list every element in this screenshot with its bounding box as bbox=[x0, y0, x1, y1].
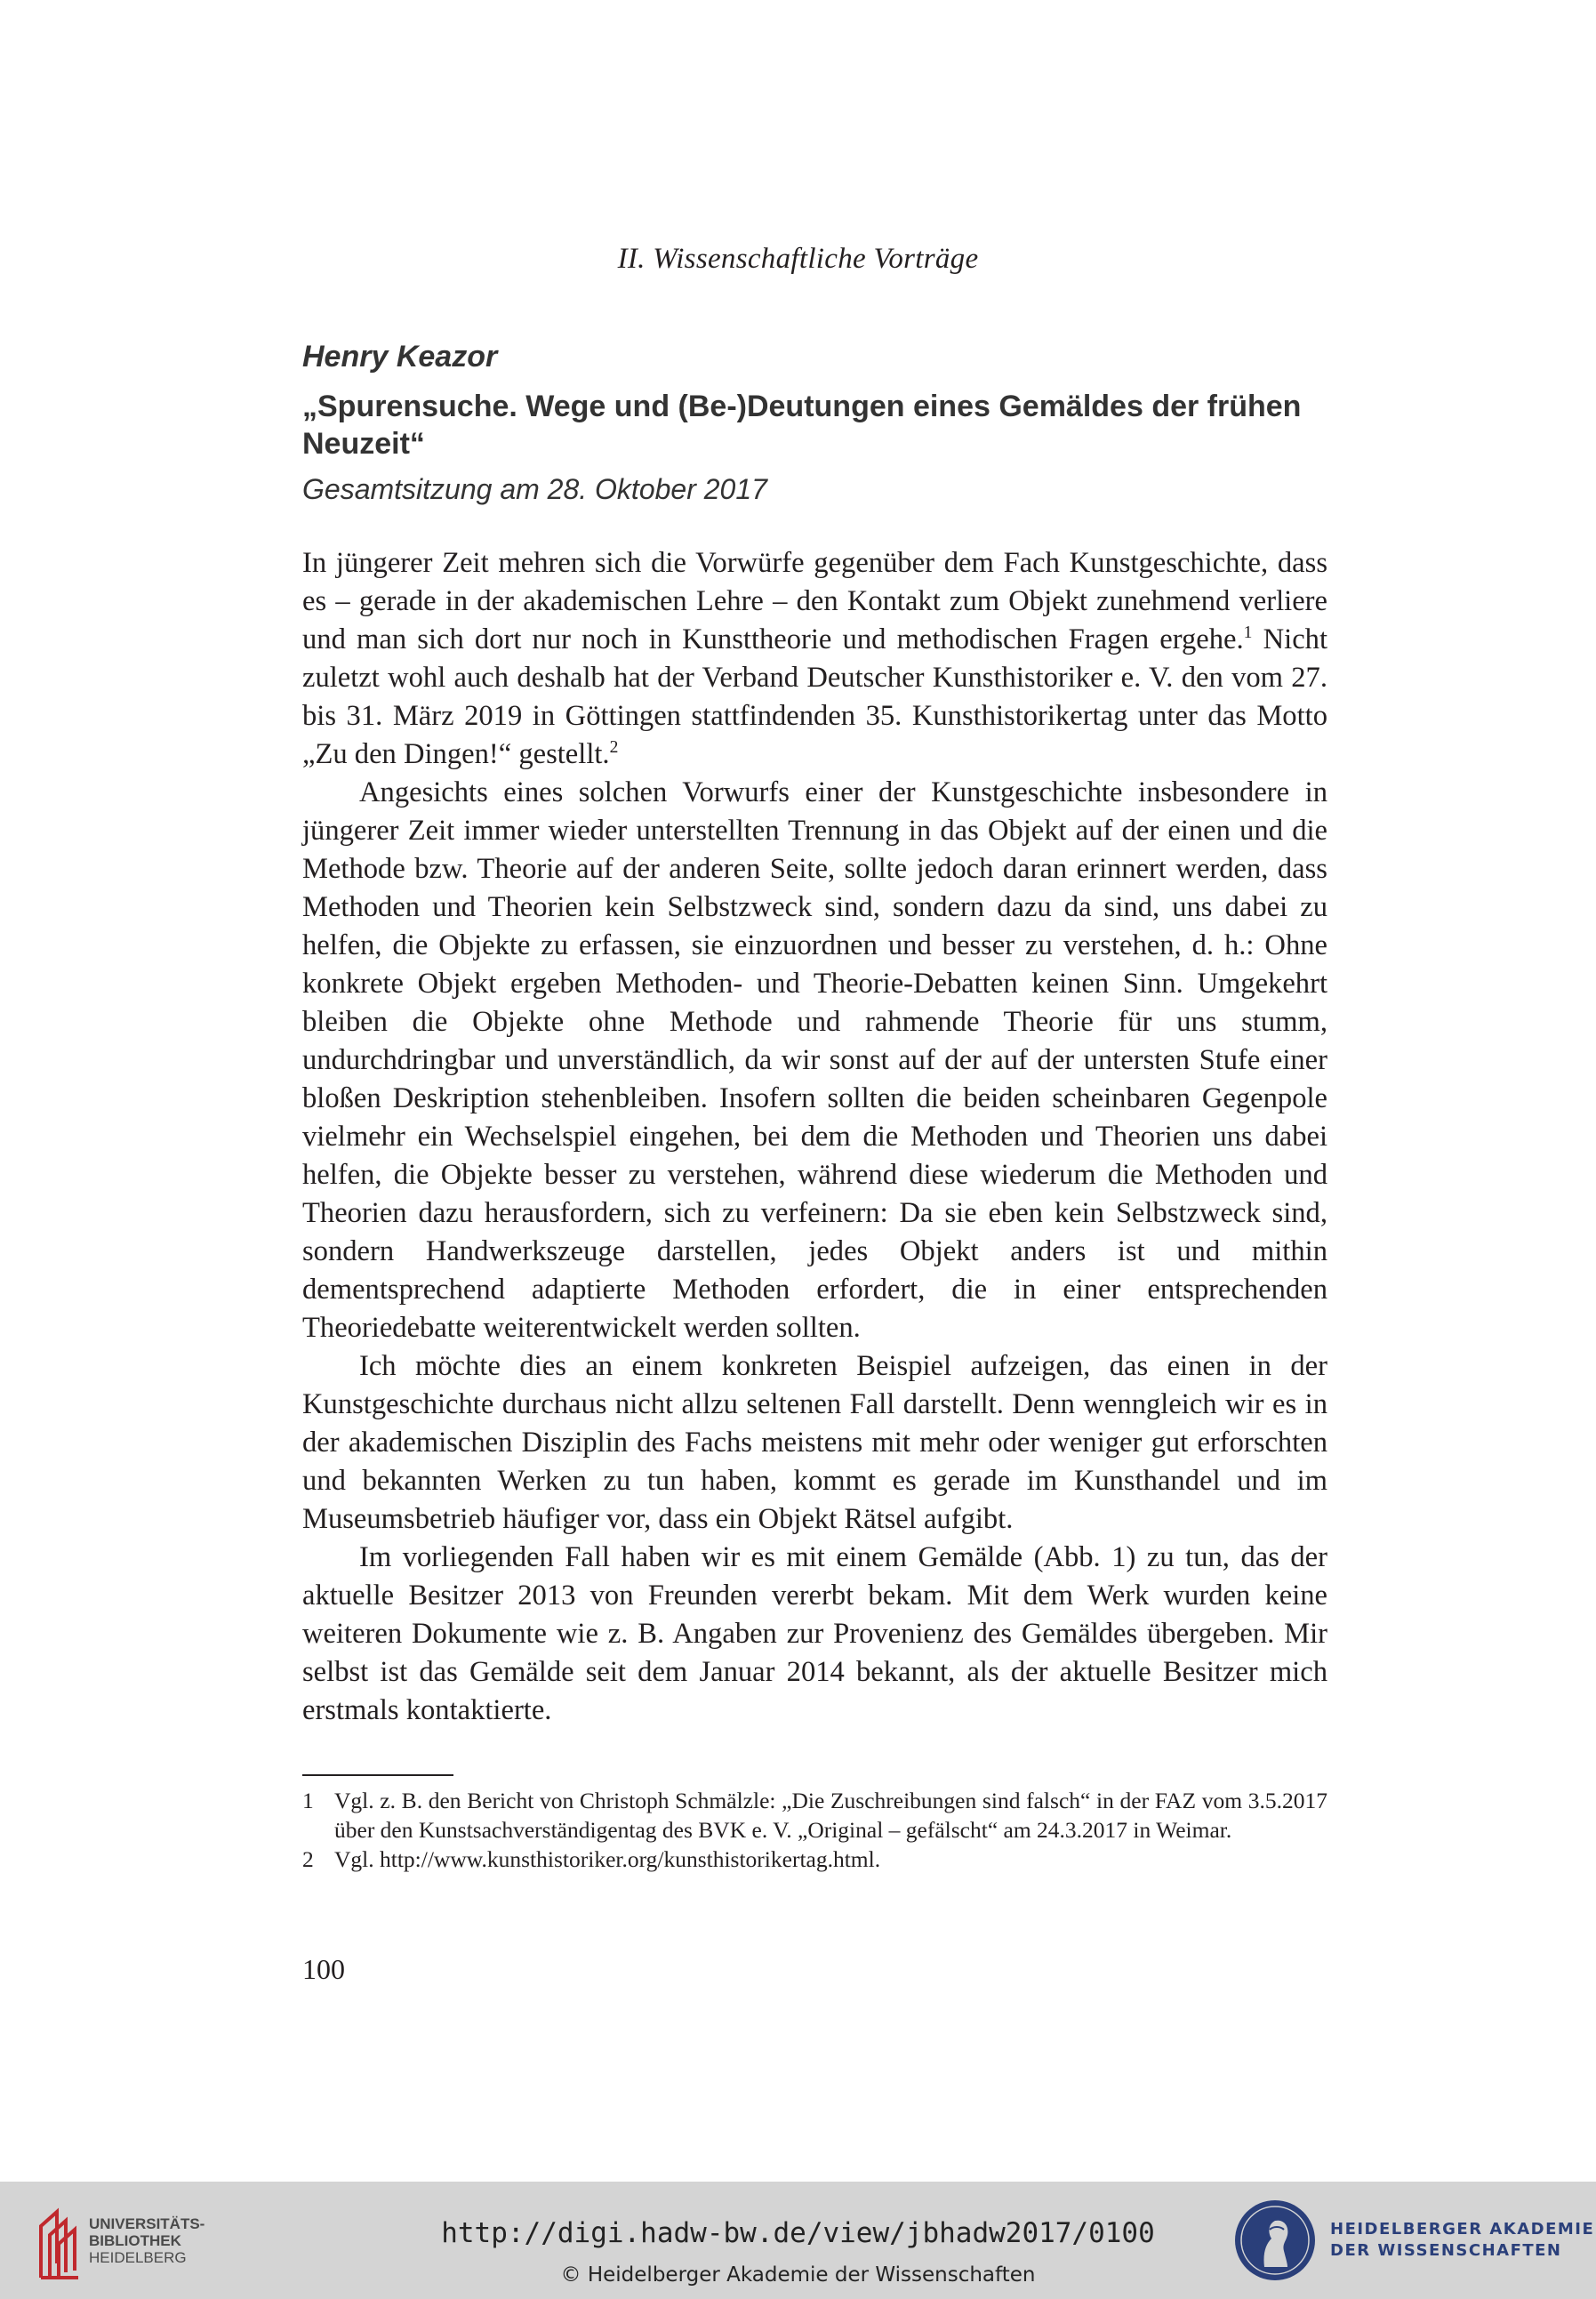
paragraph-1 bbox=[302, 544, 1327, 774]
paragraph-1-part-b: Nicht zuletzt wohl auch deshalb hat der Verband Deutscher Kunsthistoriker e. V. den vom 27. bis 31. März 2019 in Göttingen stattfindenden 35. Kunsthistorikertag unter das Motto „Zu den Dingen!“ gestellt. bbox=[302, 623, 1327, 770]
academy-line-2: DER WISSENSCHAFTEN bbox=[1330, 2241, 1562, 2260]
article-author: Henry Keazor bbox=[302, 340, 498, 374]
footnote-text: Vgl. z. B. den Bericht von Christoph Schmälzle: „Die Zuschreibungen sind falsch“ in der FAZ vom 3.5.2017 über den Kunstsachverständigentag des BVK e. V. „Original – gefälscht“ am 24.3.2017 in Weimar. bbox=[334, 1788, 1327, 1843]
footnotes bbox=[302, 1786, 1327, 1874]
academy-seal-icon[interactable] bbox=[1232, 2198, 1318, 2283]
ub-line-1: UNIVERSITÄTS- bbox=[89, 2215, 205, 2232]
footer-banner bbox=[0, 2182, 1596, 2299]
footnote-number: 2 bbox=[302, 1846, 314, 1872]
ub-line-3: HEIDELBERG bbox=[89, 2249, 187, 2266]
footnote-ref-1[interactable]: 1 bbox=[1243, 623, 1253, 643]
footnote-2 bbox=[302, 1845, 1327, 1874]
footnote-divider bbox=[302, 1774, 453, 1776]
footnote-number: 1 bbox=[302, 1788, 314, 1813]
paragraph-4: Im vorliegenden Fall haben wir es mit einem Gemälde (Abb. 1) zu tun, das der aktuelle Besitzer 2013 von Freunden vererbt bekam. Mit dem Werk wurden keine weiteren Dokumente wie z. B. Angaben zur Provenienz des Gemäldes übergeben. Mir selbst ist das Gemälde seit dem Januar 2014 bekannt, als der aktuelle Besitzer mich erstmals kontaktierte. bbox=[302, 1541, 1327, 1726]
footnote-1 bbox=[302, 1786, 1327, 1845]
article-body bbox=[302, 544, 1327, 1730]
document-url-link[interactable]: http://digi.hadw-bw.de/view/jbhadw2017/0100 bbox=[441, 2217, 1155, 2249]
article-session: Gesamtsitzung am 28. Oktober 2017 bbox=[302, 473, 767, 505]
running-head: II. Wissenschaftliche Vorträge bbox=[617, 243, 979, 275]
academy-name bbox=[1330, 2219, 1594, 2262]
ub-line-2: BIBLIOTHEK bbox=[89, 2232, 181, 2249]
paragraph-2: Angesichts eines solchen Vorwurfs einer der Kunstgeschichte insbesondere in jüngerer Zeit immer wieder unterstellten Trennung in das Objekt auf der einen und die Methode bzw. Theorie auf der anderen Seite, sollte jedoch daran erinnert werden, dass Methoden und Theorien kein Selbstzweck sind, sondern dazu da sind, uns dabei zu helfen, die Objekte zu erfassen, sie einzuordnen und besser zu verstehen, d. h.: Ohne konkrete Objekt ergeben Methoden- und Theorie-Debatten keinen Sinn. Umgekehrt bleiben die Objekte ohne Methode und rahmende Theorie für uns stumm, undurchdringbar und unverständlich, da wir sonst auf der auf der untersten Stufe einer bloßen Deskription stehenbleiben. Insofern sollten die beiden scheinbaren Gegenpole vielmehr ein Wechselspiel eingehen, bei dem die Methoden und Theorien uns dabei helfen, die Objekte besser zu verstehen, während diese wiederum die Methoden und Theorien dazu herausfordern, sich zu verfeinern: Da sie eben kein Selbstzweck sind, sondern Handwerkszeuge darstellen, jedes Objekt anders ist und mithin dementsprechend adaptierte Methoden erfordert, die in einer entsprechenden Theoriedebatte weiterentwickelt werden sollten. bbox=[302, 776, 1327, 1344]
academy-line-1: HEIDELBERGER AKADEMIE bbox=[1330, 2220, 1595, 2239]
footnote-ref-2[interactable]: 2 bbox=[609, 738, 619, 758]
paragraph-1-part-a: In jüngerer Zeit mehren sich die Vorwürfe gegenüber dem Fach Kunstgeschichte, dass es – gerade in der akademischen Lehre – den Kontakt zum Objekt zunehmend verliere und man sich dort nur noch in Kunsttheorie und methodischen Fragen ergehe. bbox=[302, 547, 1327, 655]
page-number: 100 bbox=[302, 1953, 345, 1985]
copyright-notice: © Heidelberger Akademie der Wissenschaften bbox=[560, 2263, 1036, 2287]
paragraph-3: Ich möchte dies an einem konkreten Beispiel aufzeigen, das einen in der Kunstgeschichte durchaus nicht allzu seltenen Fall darstellt. Denn wenngleich wir es in der akademischen Disziplin des Fachs meistens mit mehr oder weniger gut erforschten und bekannten Werken zu tun haben, kommt es gerade im Kunsthandel und im Museumsbetrieb häufiger vor, dass ein Objekt Rätsel aufgibt. bbox=[302, 1350, 1327, 1535]
footnote-text[interactable]: Vgl. http://www.kunsthistoriker.org/kunsthistorikertag.html. bbox=[334, 1846, 881, 1872]
article-title: „Spurensuche. Wege und (Be-)Deutungen eines Gemäldes der frühen Neuzeit“ bbox=[302, 390, 1302, 461]
